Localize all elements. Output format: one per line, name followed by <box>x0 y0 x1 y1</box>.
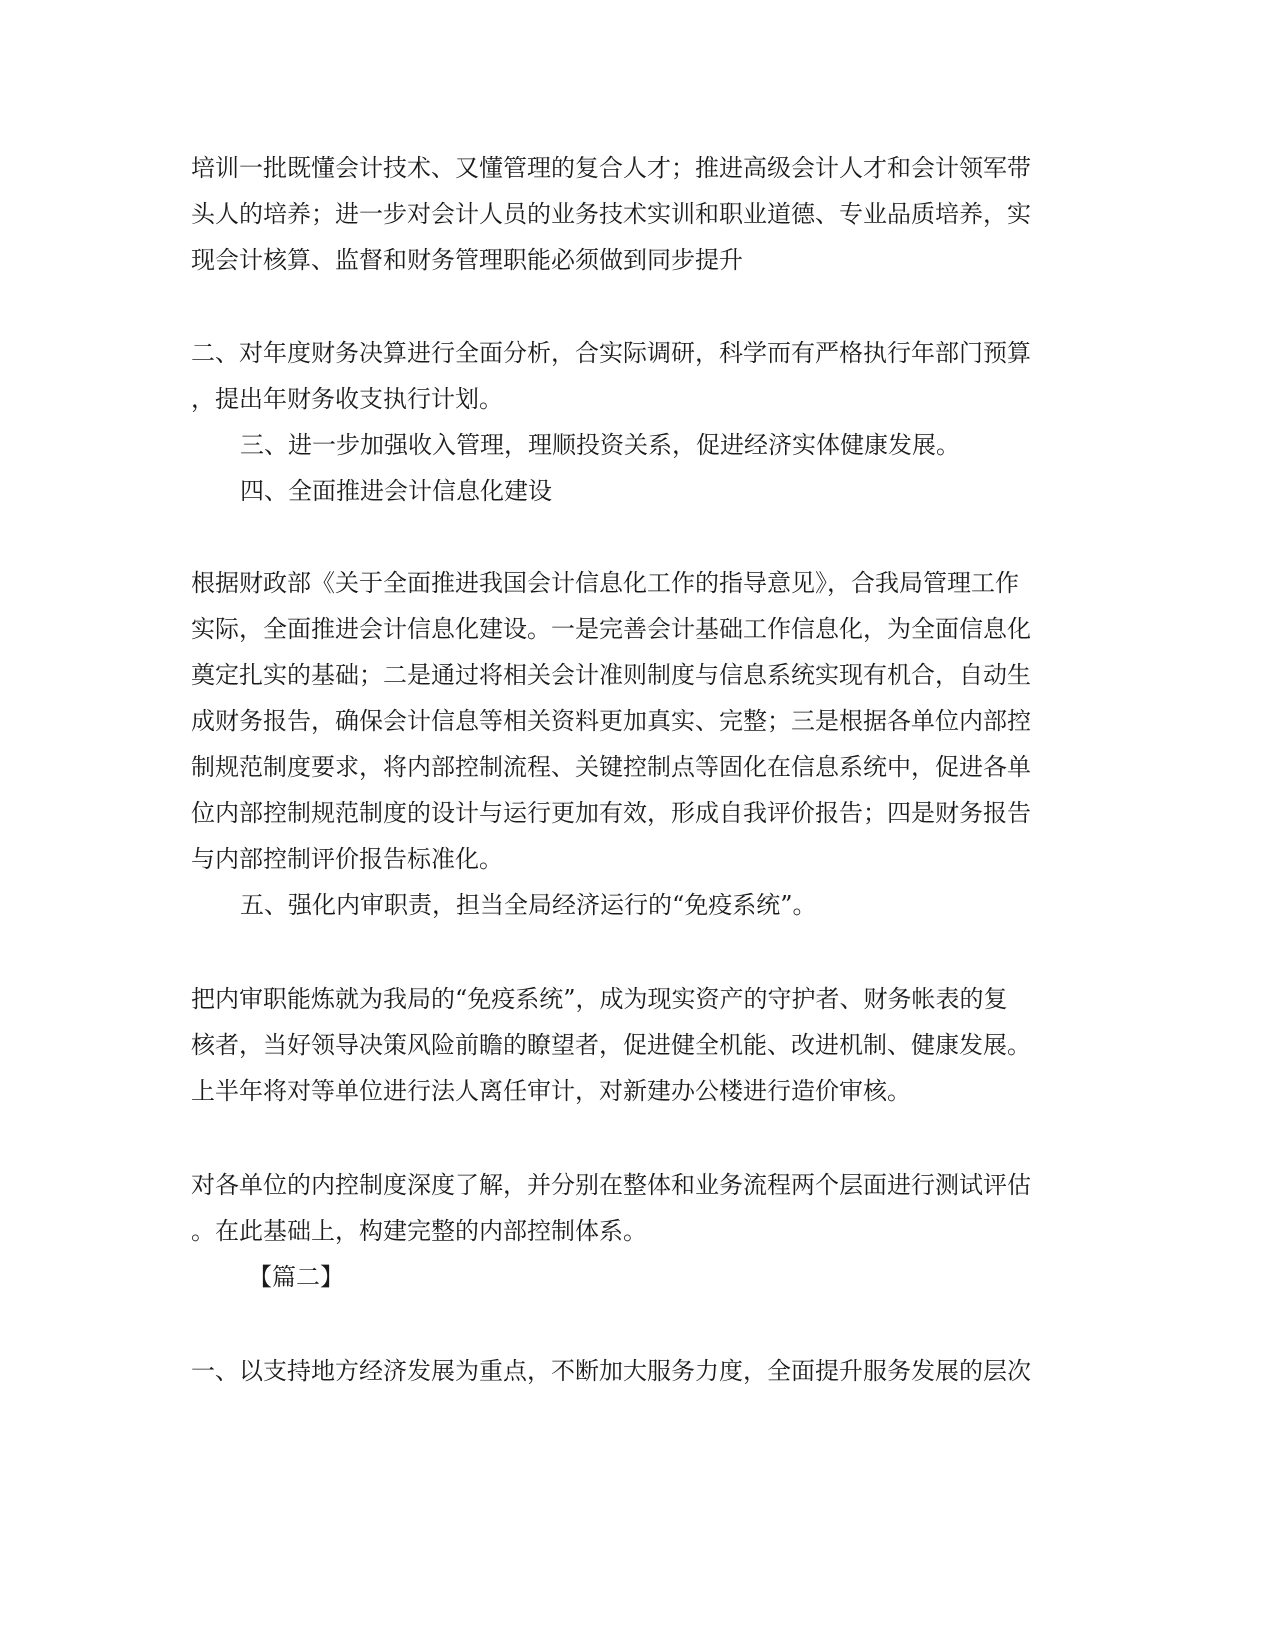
text-line: 二、对年度财务决算进行全面分析，合实际调研，科学而有严格执行年部门预算 <box>191 339 1031 367</box>
text-line: 。在此基础上，构建完整的内部控制体系。 <box>191 1217 647 1245</box>
text-line: 成财务报告，确保会计信息等相关资料更加真实、完整；三是根据各单位内部控 <box>191 707 1031 735</box>
text-line: 对各单位的内控制度深度了解，并分别在整体和业务流程两个层面进行测试评估 <box>191 1171 1031 1199</box>
heading-internal-audit: 五、强化内审职责，担当全局经济运行的“免疫系统”。 <box>240 891 817 919</box>
heading-accounting-informatization: 四、全面推进会计信息化建设 <box>240 477 552 505</box>
text-line: 上半年将对等单位进行法人离任审计，对新建办公楼进行造价审核。 <box>191 1077 911 1105</box>
text-line: 奠定扎实的基础；二是通过将相关会计准则制度与信息系统实现有机合，自动生 <box>191 661 1031 689</box>
heading-income-management: 三、进一步加强收入管理，理顺投资关系，促进经济实体健康发展。 <box>240 431 960 459</box>
text-line: ，提出年财务收支执行计划。 <box>191 385 503 413</box>
text-line: 头人的培养；进一步对会计人员的业务技术实训和职业道德、专业品质培养，实 <box>191 200 1031 228</box>
text-line: 位内部控制规范制度的设计与运行更加有效，形成自我评价报告；四是财务报告 <box>191 799 1031 827</box>
text-line: 把内审职能炼就为我局的“免疫系统”，成为现实资产的守护者、财务帐表的复 <box>191 985 1008 1013</box>
text-line: 与内部控制评价报告标准化。 <box>191 845 503 873</box>
section-label: 【篇二】 <box>248 1263 344 1291</box>
text-line: 核者，当好领导决策风险前瞻的瞭望者，促进健全机能、改进机制、健康发展。 <box>191 1031 1031 1059</box>
text-line: 实际，全面推进会计信息化建设。一是完善会计基础工作信息化，为全面信息化 <box>191 615 1031 643</box>
text-line: 一、以支持地方经济发展为重点，不断加大服务力度，全面提升服务发展的层次 <box>191 1357 1031 1385</box>
text-line: 培训一批既懂会计技术、又懂管理的复合人才；推进高级会计人才和会计领军带 <box>191 154 1031 182</box>
text-line: 根据财政部《关于全面推进我国会计信息化工作的指导意见》，合我局管理工作 <box>191 569 1019 597</box>
text-line: 现会计核算、监督和财务管理职能必须做到同步提升 <box>191 246 743 274</box>
text-line: 制规范制度要求，将内部控制流程、关键控制点等固化在信息系统中，促进各单 <box>191 753 1031 781</box>
